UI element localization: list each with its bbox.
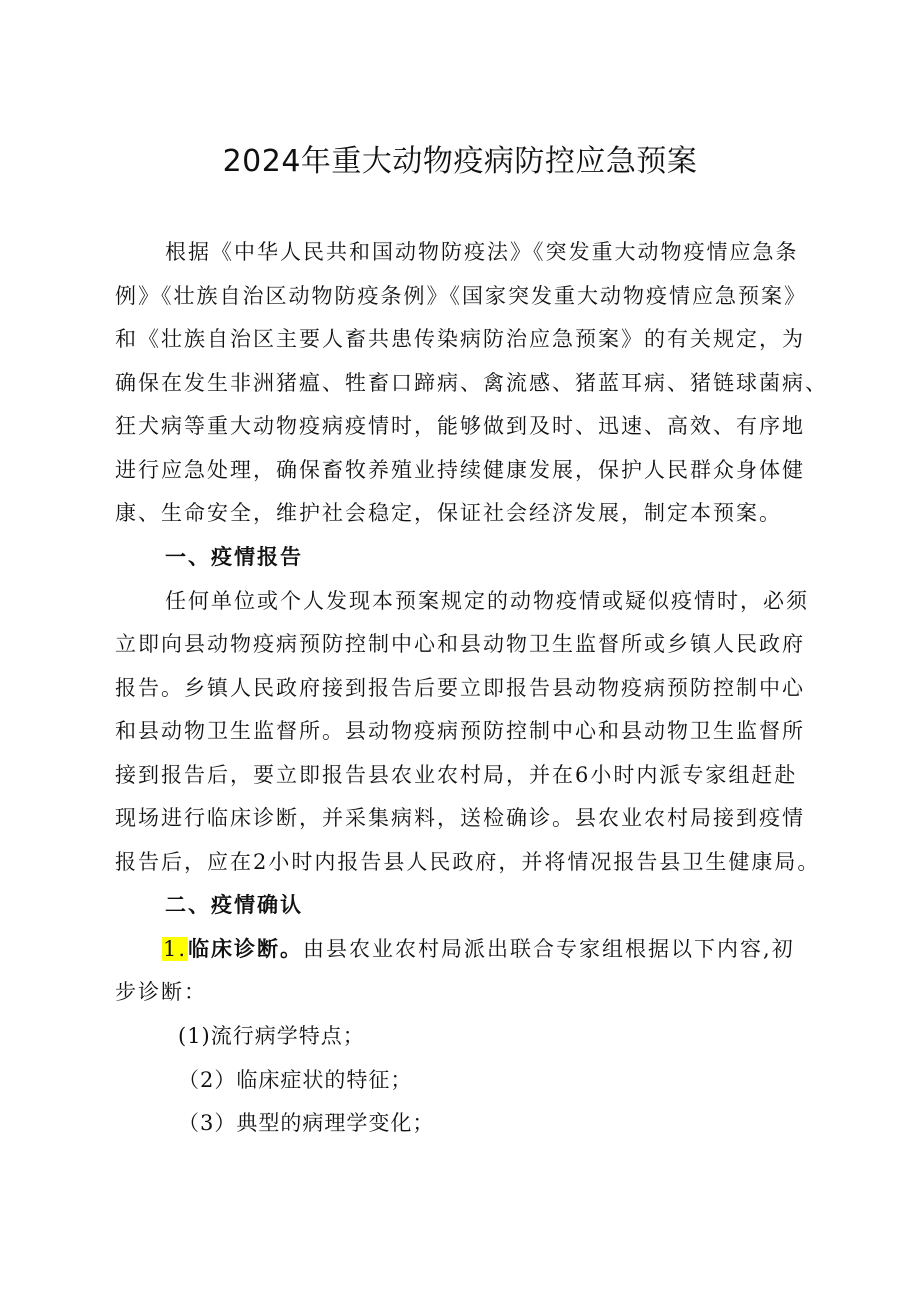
sub-item: （3）典型的病理学变化； bbox=[178, 1111, 435, 1135]
section1-line: 和县动物卫生监督所。县动物疫病预防控制中心和县动物卫生监督所 bbox=[115, 719, 805, 743]
intro-line: 确保在发生非洲猪瘟、牲畜口蹄病、禽流感、猪蓝耳病、猪链球菌病、 bbox=[115, 371, 828, 395]
section1-line: 任何单位或个人发现本预案规定的动物疫情或疑似疫情时，必须 bbox=[165, 589, 809, 613]
intro-line: 狂犬病等重大动物疫病疫情时，能够做到及时、迅速、高效、有序地 bbox=[115, 414, 805, 438]
intro-line: 例》《壮族自治区动物防疫条例》《国家突发重大动物疫情应急预案》 bbox=[115, 284, 807, 308]
item-text: 由县农业农村局派出联合专家组根据以下内容,初 bbox=[303, 937, 795, 961]
item-clinical-diagnosis bbox=[162, 934, 795, 964]
section1-line: 报告后，应在2小时内报告县人民政府，并将情况报告县卫生健康局。 bbox=[115, 850, 821, 874]
page-title: 2024年重大动物疫病防控应急预案 bbox=[222, 144, 698, 179]
section1-line: 接到报告后，要立即报告县农业农村局，并在6小时内派专家组赶赴 bbox=[115, 763, 798, 787]
intro-line: 进行应急处理，确保畜牧养殖业持续健康发展，保护人民群众身体健 bbox=[115, 458, 805, 482]
section1-line: 现场进行临床诊断，并采集病料，送检确诊。县农业农村局接到疫情 bbox=[115, 806, 805, 830]
section1-line: 立即向县动物疫病预防控制中心和县动物卫生监督所或乡镇人民政府 bbox=[115, 632, 805, 656]
intro-line: 根据《中华人民共和国动物防疫法》《突发重大动物疫情应急条 bbox=[165, 240, 799, 264]
section-heading-outbreak-report: 一、疫情报告 bbox=[165, 544, 303, 569]
sub-item: （2）临床症状的特征； bbox=[178, 1068, 413, 1092]
item-label: 临床诊断。 bbox=[188, 936, 304, 961]
sub-item: (1)流行病学特点； bbox=[178, 1024, 365, 1048]
intro-line: 康、生命安全，维护社会稳定，保证社会经济发展，制定本预案。 bbox=[115, 501, 782, 525]
item-continuation: 步诊断： bbox=[115, 980, 207, 1004]
section-heading-outbreak-confirmation: 二、疫情确认 bbox=[165, 892, 303, 917]
section1-line: 报告。乡镇人民政府接到报告后要立即报告县动物疫病预防控制中心 bbox=[115, 676, 805, 700]
item-number-highlight: 1. bbox=[163, 937, 188, 961]
intro-line: 和《壮族自治区主要人畜共患传染病防治应急预案》的有关规定，为 bbox=[115, 327, 805, 351]
